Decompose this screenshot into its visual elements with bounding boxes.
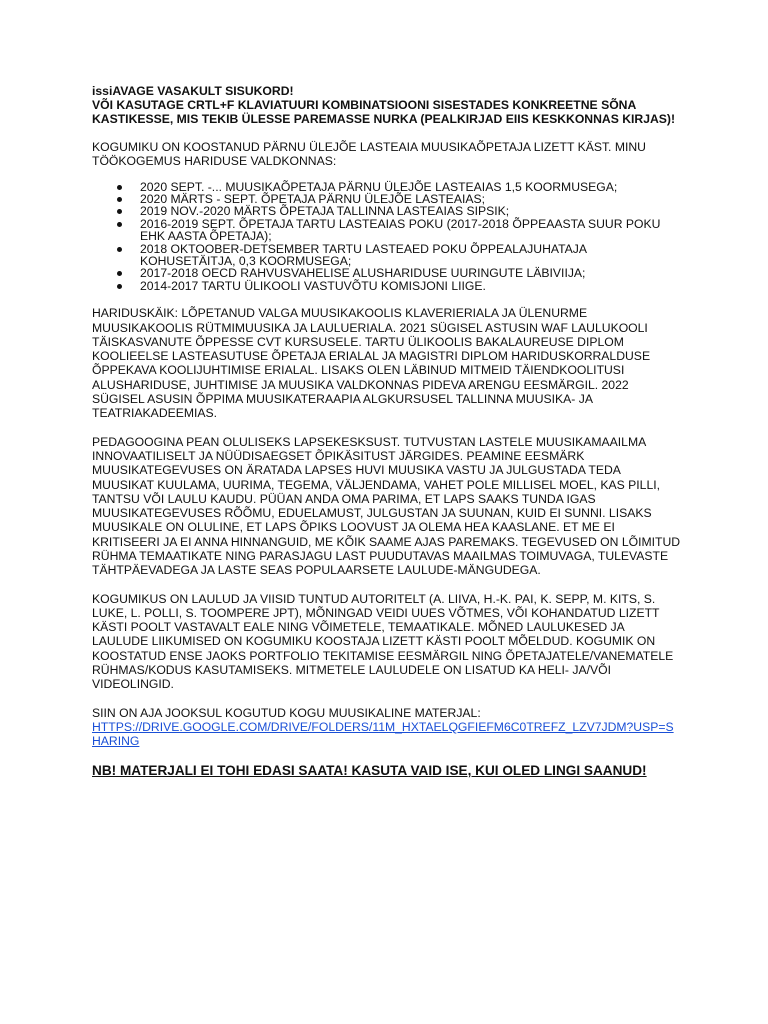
list-item: 2014-2017 TARTU ÜLIKOOLI VASTUVÕTU KOMISJONI LIIGE. [92, 280, 682, 292]
collection-paragraph: KOGUMIKUS ON LAULUD JA VIISID TUNTUD AUTORITELT (A. LIIVA, H.-K. PAI, K. SEPP, M. KITS, S. LUKE, L. POLLI, S. TOOMPERE JPT), MÕNINGAD VEIDI UUES VÕTMES, VÕI KOHANDATUD LIZETT KÄSTI POOLT VASTAVALT EALE NING VÕIMETELE, TEMAATIKALE. MÕNED LAULUKESED JA LAULUDE LIIKUMISED ON KOGUMIKU KOOSTAJA LIZETT KÄSTI POOLT MÕELDUD. KOGUMIK ON KOOSTATUD ENSE JAOKS PORTFOLIO TEKITAMISE EESMÄRGIL NING ÕPETAJATELE/VANEMATELE RÜHMAS/KODUS KASUTAMISEKS. MITMETELE LAULUDELE ON LISATUD KA HELI- JA/VÕI VIDEOLINGID. [92, 591, 674, 692]
bullet-icon [117, 284, 122, 289]
search-instruction: VÕI KASUTAGE CRTL+F KLAVIATUURI KOMBINATSIOONI SISESTADES KONKREETNE SÕNA KASTIKESSE, MIS TEKIB ÜLESSE PAREMASSE NURKA (PEALKIRJAD EIIS KESKKONNAS KIRJAS)! [92, 98, 676, 126]
drive-folder-link[interactable]: HTTPS://DRIVE.GOOGLE.COM/DRIVE/FOLDERS/11M_HXTAELQGFIEFM6C0TREFZ_LZV7JDM?USP=SHARING [92, 719, 674, 749]
education-paragraph: HARIDUSKÄIK: LÕPETANUD VALGA MUUSIKAKOOLIS KLAVERIERIALA JA ÜLENURME MUUSIKAKOOLIS RÜTMIMUUSIKA JA LAULUERIALA. 2021 SÜGISEL ASTUSIN WAF LAULUKOOLI TÄISKASVANUTE ÕPPESSE CVT KURSUSELE. TARTU ÜLIKOOLIS BAKALAUREUSE DIPLOM KOOLIEELSE LASTEASUTUSE ÕPETAJA ERIALAL JA MAGISTRI DIPLOM HARIDUSKORRALDUSE ÕPPEKAVA KOOLIJUHTIMISE ERIALAL. LISAKS OLEN LÄBINUD MITMEID TÄIENDKOOLITUSI ALUSHARIDUSE, JUHTIMISE JA MUUSIKA VALDKONNAS PIDEVA ARENGU EESMÄRGIL. 2022 SÜGISEL ASUSIN ÕPPIMA MUUSIKATERAAPIA ALGKURSUSEL TALLINNA MUUSIKA- JA TEATRIAKADEEMIAS. [92, 306, 651, 421]
list-item: 2018 OKTOOBER-DETSEMBER TARTU LASTEAED POKU ÕPPEALAJUHATAJA KOHUSETÄITJA, 0,3 KOORMUSEGA; [92, 243, 682, 268]
bullet-icon [117, 247, 122, 252]
bullet-icon [117, 222, 122, 227]
list-item: 2020 SEPT. -... MUUSIKAÕPETAJA PÄRNU ÜLEJÕE LASTEAIAS 1,5 KOORMUSEGA; [92, 181, 682, 193]
bullet-icon [117, 209, 122, 214]
document-page [92, 84, 682, 779]
bullet-icon [117, 271, 122, 276]
list-item: 2016-2019 SEPT. ÕPETAJA TARTU LASTEAIAS POKU (2017-2018 ÕPPEAASTA SUUR POKU EHK AASTA ÕPETAJA); [92, 218, 682, 243]
toc-instruction: issiAVAGE VASAKULT SISUKORD! [92, 84, 294, 98]
bullet-icon [117, 197, 122, 202]
experience-list [92, 181, 682, 293]
material-intro: SIIN ON AJA JOOKSUL KOGUTUD KOGU MUUSIKALINE MATERJAL: [92, 705, 481, 720]
list-item: 2020 MÄRTS - SEPT. ÕPETAJA PÄRNU ÜLEJÕE LASTEAIAS; [92, 193, 682, 205]
pedagogy-paragraph: PEDAGOOGINA PEAN OLULISEKS LAPSEKESKSUST. TUTVUSTAN LASTELE MUUSIKAMAAILMA INNOVAATILISELT JA NÜÜDISAEGSET ÕPIKÄSITUST JÄRGIDES. PEAMINE EESMÄRK MUUSIKATEGEVUSES ON ÄRATADA LAPSES HUVI MUUSIKA VASTU JA JULGUSTADA TEDA MUUSIKAT KUULAMA, UURIMA, TEGEMA, VÄLJENDAMA, VAHET POLE MILLISEL MOEL, KAS PILLI, TANTSU VÕI LAULU KAUDU. PÜÜAN ANDA OMA PARIMA, ET LAPS SAAKS TUNDA IGAS MUUSIKATEGEVUSES RÕÕMU, EDUELAMUST, JULGUSTAN JA SUUNAN, KUID EI SUNNI. LISAKS MUUSIKALE ON OLULINE, ET LAPS ÕPIKS LOOVUST JA OLEMA HEA KAASLANE. ET ME EI KRITISEERI JA EI ANNA HINNANGUID, ME KÕIK SAAME AJAS PAREMAKS. TEGEVUSED ON LÕIMITUD RÜHMA TEMAATIKATE NING PARASJAGU LAST PUUDUTAVAS MAAILMAS TOIMUVAGA, TULEVASTE TÄHTPÄEVADEGA JA LASTE SEAS POPULAARSETE LAULUDE-MÄNGUDEGA. [92, 434, 681, 578]
list-item: 2019 NOV.-2020 MÄRTS ÕPETAJA TALLINNA LASTEAIAS SIPSIK; [92, 205, 682, 217]
list-item: 2017-2018 OECD RAHVUSVAHELISE ALUSHARIDUSE UURINGUTE LÄBIVIIJA; [92, 267, 682, 279]
sharing-warning: NB! MATERJALI EI TOHI EDASI SAATA! KASUTA VAID ISE, KUI OLED LINGI SAANUD! [92, 762, 647, 778]
author-intro: KOGUMIKU ON KOOSTANUD PÄRNU ÜLEJÕE LASTEAIA MUUSIKAÕPETAJA LIZETT KÄST. MINU TÖÖKOGEMUS HARIDUSE VALDKONNAS: [92, 140, 646, 169]
bullet-icon [117, 185, 122, 190]
